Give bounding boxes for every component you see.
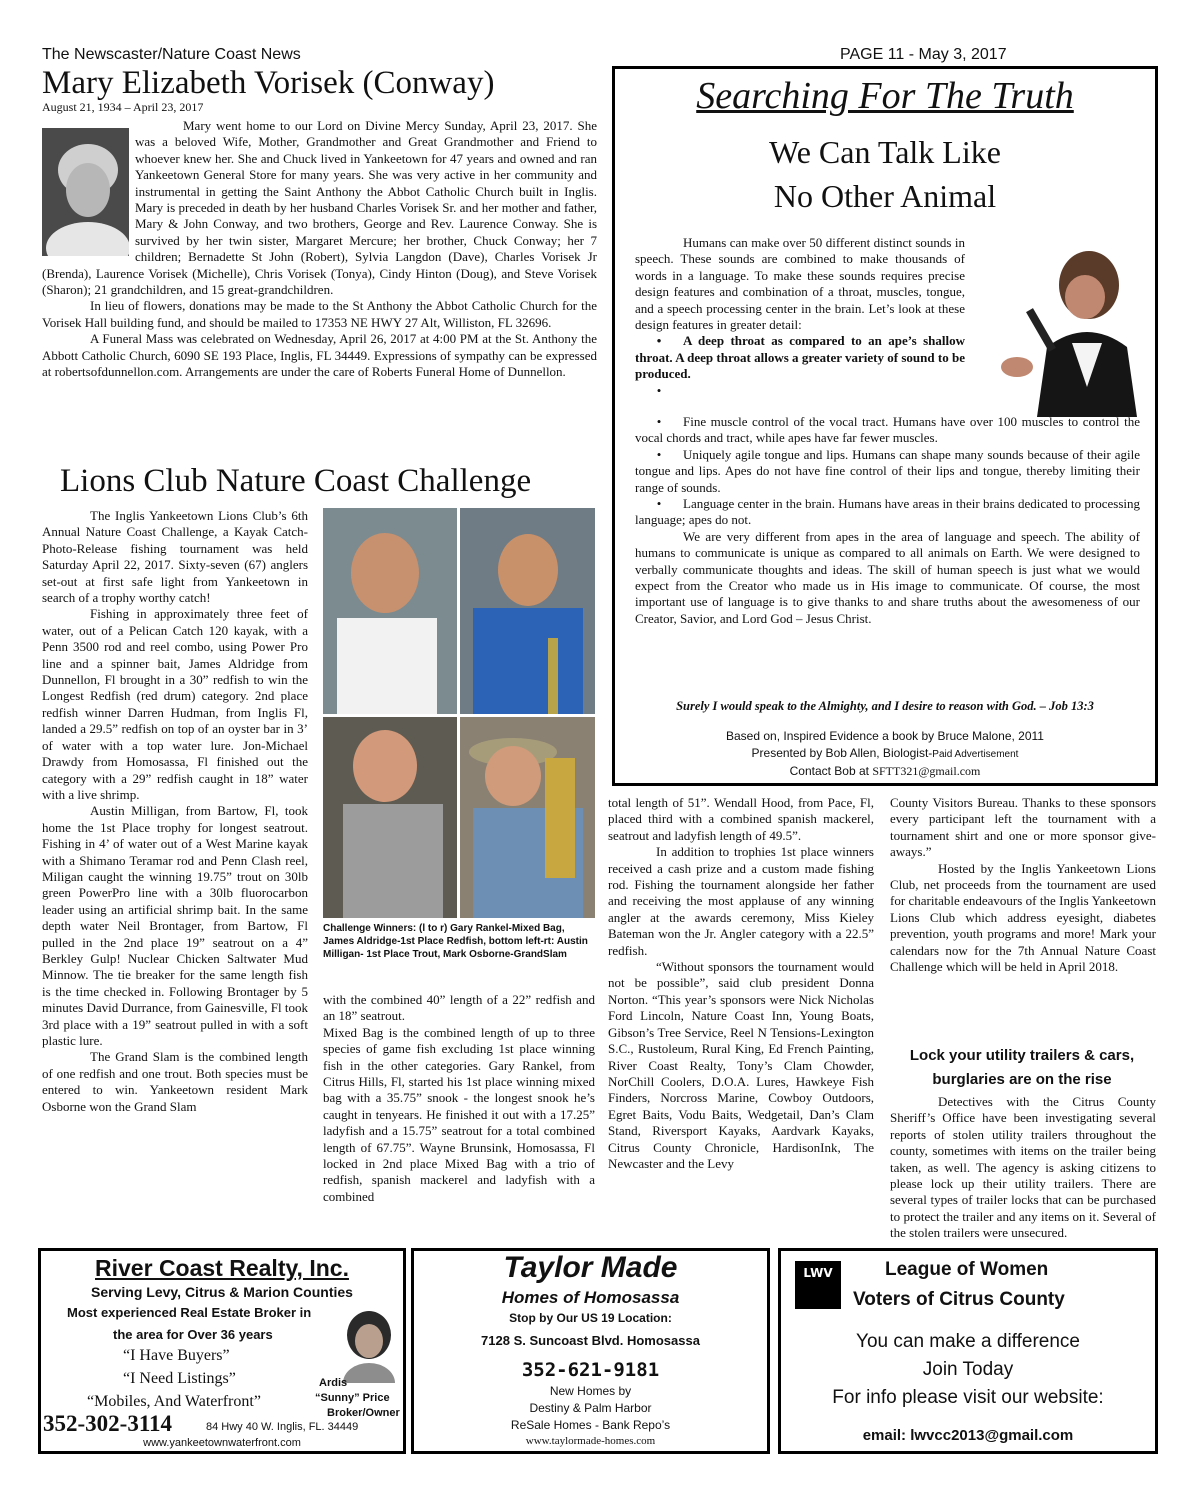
- river-coast-line-3: “Mobiles, And Waterfront”: [87, 1393, 261, 1410]
- truth-body-top: [635, 235, 965, 399]
- truth-verse: Surely I would speak to the Almighty, and I desire to reason with God. – Job 13:3: [676, 699, 1094, 713]
- lwv-logo: [795, 1261, 841, 1309]
- taylor-made-address: 7128 S. Suncoast Blvd. Homosassa: [481, 1333, 700, 1348]
- truth-subtitle-1: We Can Talk Like: [769, 134, 1001, 170]
- broker-title: Broker/Owner: [327, 1407, 400, 1419]
- league-name-1: League of Women: [885, 1259, 1049, 1280]
- truth-contact-label: Contact Bob at: [789, 764, 873, 778]
- truth-paid-ad: Paid Advertisement: [932, 749, 1019, 760]
- lions-column-1: [42, 508, 308, 1115]
- lions-c1-p1: The Inglis Yankeetown Lions Club’s 6th Annual Nature Coast Challenge, a Kayak Catch-Photo-Release fishing tournament was held Saturday April 22, 2017. Sixty-seven (67) anglers set-out at first safe light from Yankeetown in search of a trophy worthy catch!: [42, 508, 308, 606]
- broker-photo: [339, 1307, 397, 1383]
- taylor-made-website[interactable]: www.taylormade-homes.com: [525, 1435, 656, 1447]
- obituary-body: [42, 118, 597, 381]
- taylor-made-line-3: ReSale Homes - Bank Repo’s: [510, 1418, 671, 1432]
- truth-bullet-2-text: Fine muscle control of the vocal tract. Humans have over 100 muscles to control the vocal chords and tract, while apes have far fewer muscles.: [635, 414, 1140, 446]
- league-name-2: Voters of Citrus County: [853, 1289, 1065, 1310]
- portrait-image: [42, 128, 129, 256]
- broker-name-2: “Sunny” Price: [315, 1392, 390, 1404]
- river-coast-phone: 352-302-3114: [43, 1411, 173, 1436]
- river-coast-line-1: “I Have Buyers”: [123, 1347, 230, 1364]
- truth-based-on: Based on, Inspired Evidence a book by Bruce Malone, 2011: [726, 729, 1044, 743]
- truth-title: Searching For The Truth: [696, 75, 1074, 117]
- obituary-paragraph-1: Mary went home to our Lord on Divine Mercy Sunday, April 23, 2017. She was a beloved Wife, Mother, Grandmother and Great Grandmother and Friend to whoever knew her. She and Chuck lived in Yankeetown for 47 years and owned and ran Yankeetown General Store for many years. She was very active in her community and instrumental in getting the Saint Anthony the Abbot Catholic Church built in Inglis. Mary is preceded in death by her husband Charles Vorisek Sr. and her mother and father, Mary & John Conway, and two brothers, George and Rev. Laurence Conway. She is survived by her twin sister, Margaret Mercure; her brother, Chuck Conway; her 7 children; Bernadette St John (Robert), Sylvia Langdon (Dave), Charles Vorisek Jr (Brenda), Laurence Vorisek (Michelle), Chris Vorisek (Tonya), Cindy Hinton (Doug), and Steve Vorisek (Sharon); 21 grandchildren, and 15 great-grandchildren.: [42, 118, 597, 298]
- river-coast-ad: [38, 1248, 406, 1454]
- broker-name-1: Ardis: [319, 1377, 348, 1389]
- lwv-logo-text: LWV: [803, 1266, 833, 1280]
- league-ad: [778, 1248, 1158, 1454]
- lions-c4-p1: County Visitors Bureau. Thanks to these sponsors every participant left the tournament with a tournament shirt and one or more sponsor give-aways.”: [890, 795, 1156, 860]
- river-coast-exp-2: the area for Over 36 years: [113, 1327, 273, 1342]
- truth-bullet-3: • Uniquely agile tongue and lips. Humans can shape many sounds because of their agile tongue and lips. Apes do not have fine control of their lips and tongue, thereby limiting their range of sounds.: [635, 446, 1140, 495]
- truth-bullet-1: • A deep throat as compared to an ape’s shallow throat. A deep throat allows a greater variety of sound to be produced.: [635, 333, 965, 382]
- truth-bullet-2: • Fine muscle control of the vocal tract. Humans have over 100 muscles to control the vocal chords and tract, while apes have far fewer muscles.: [635, 414, 1140, 446]
- truth-presented-by: [615, 746, 1155, 760]
- river-coast-name: River Coast Realty, Inc.: [95, 1255, 349, 1281]
- league-line-3: For info please visit our website:: [832, 1387, 1104, 1408]
- truth-contact-email[interactable]: SFTT321@gmail.com: [872, 764, 981, 778]
- truth-presented-text: Presented by Bob Allen, Biologist-: [751, 746, 933, 760]
- utility-paragraph: Detectives with the Citrus County Sheriff’s Office have been investigating several reports of stolen utility trailers throughout the county, sometimes with items on the trailer being taken, as well. The agency is asking citizens to please lock up their utility trailers. There are several types of trailer locks that can be purchased to protect the trailer and any items on it. Several of the stolen trailers were unsecured.: [890, 1094, 1156, 1241]
- obituary-title: Mary Elizabeth Vorisek (Conway): [42, 65, 495, 101]
- truth-bullet-4-text: Language center in the brain. Humans have areas in their brains dedicated to processing language; apes do not.: [635, 496, 1140, 528]
- winners-photo-grid: [323, 508, 595, 918]
- taylor-made-name: Taylor Made: [503, 1251, 678, 1284]
- taylor-made-sub: Homes of Homosassa: [501, 1288, 680, 1307]
- obituary-photo: [42, 128, 129, 256]
- taylor-made-ad: [411, 1248, 770, 1454]
- lions-c4-p2: Hosted by the Inglis Yankeetown Lions Club, net proceeds from the tournament are used for charitable endeavours of the Inglis Yankeetown Lions Club which address eyesight, diabetes prevention, youth programs and more! Mark your calendars now for the 7th Annual Nature Coast Challenge which will be held in April 2018.: [890, 860, 1156, 975]
- truth-subtitle-2: No Other Animal: [773, 178, 997, 214]
- lions-column-2: [323, 992, 595, 1205]
- lions-title: Lions Club Nature Coast Challenge: [60, 463, 532, 499]
- league-email[interactable]: email: lwvcc2013@gmail.com: [862, 1427, 1074, 1444]
- lions-c2-p1: with the combined 40” length of a 22” redfish and an 18” seatrout.: [323, 992, 595, 1024]
- lions-c1-p4: The Grand Slam is the combined length of one redfish and one trout. Both species must be entered to win. Yankeetown resident Mark Osborne won the Grand Slam: [42, 1049, 308, 1114]
- taylor-made-phone: 352-621-9181: [521, 1359, 660, 1381]
- utility-body: [890, 1094, 1156, 1242]
- truth-contact: [615, 764, 1155, 779]
- truth-paragraph-1: Humans can make over 50 different distinct sounds in speech. These sounds are combined to make thousands of words in a language. To make these sounds requires precise design features and combination of a throat, muscles, tongue, and a speech processing center in the brain. Let’s look at these design features in greater detail:: [635, 235, 965, 333]
- lwv-logo-icon: [795, 1261, 841, 1309]
- winners-photo: [323, 508, 595, 918]
- lions-c3-p1: total length of 51”. Wendall Hood, from Pace, Fl, placed third with a combined spanish mackerel, seatrout and ladyfish length of 49.5”.: [608, 795, 874, 843]
- river-coast-website[interactable]: www.yankeetownwaterfront.com: [143, 1437, 301, 1449]
- truth-paragraph-2: We are very different from apes in the area of language and speech. The ability of humans to communicate is unique as compared to all animals on Earth. We were designed to verbally communicate thoughts and ideas. The skill of human speech is just what we would expect from the Creator who made us in His image to communicate. Of course, the most important use of language is to give thanks to and share truths about the awesomeness of our Creator, Savior, and Lord God – Jesus Christ.: [635, 528, 1140, 626]
- river-coast-exp-1: Most experienced Real Estate Broker in: [67, 1305, 312, 1320]
- utility-title-line-1: Lock your utility trailers & cars,: [909, 1047, 1135, 1064]
- utility-title-line-2: burglaries are on the rise: [932, 1071, 1112, 1088]
- league-line-1: You can make a difference: [856, 1331, 1080, 1352]
- lions-column-3: [608, 795, 874, 1172]
- broker-portrait: [339, 1307, 397, 1383]
- lions-c2-p2: Mixed Bag is the combined length of up to three species of game fish excluding 1st place winning fish in the other categories. Gary Rankel, from Citrus Hills, Fl, started his 1st place winning mixed bag with a 35.75” snook - the longest snook he’s caught in tenyears. He finished it out with a 17.25” ladyfish and a 15.75” seatrout for a total combined length of 67.75”. Wayne Brunsink, Homosassa, Fl locked in 2nd place Mixed Bag with a trio of redfish, spanish mackerel and ladyfish with a combined: [323, 1024, 595, 1204]
- river-coast-line-2: “I Need Listings”: [123, 1370, 236, 1387]
- obituary-paragraph-3: A Funeral Mass was celebrated on Wednesday, April 26, 2017 at 4:00 PM at the St. Anthony the Abbott Catholic Church, 6090 SE 193 Place, Inglis, FL 34449. Expressions of sympathy can be expressed at robertsofdunnellon.com. Arrangements are under the care of Roberts Funeral Home of Dunnellon.: [42, 331, 597, 380]
- singer-image: [977, 247, 1147, 417]
- obituary-paragraph-2: In lieu of flowers, donations may be made to the St Anthony the Abbot Catholic Church for the Vorisek Hall building fund, and should be mailed to 17353 NE HWY 27 Alt, Williston, FL 32696.: [42, 298, 597, 330]
- taylor-made-line-1: New Homes by: [549, 1384, 632, 1398]
- winners-caption: Challenge Winners: (l to r) Gary Rankel-Mixed Bag, James Aldridge-1st Place Redfish, bottom left-rt: Austin Milligan- 1st Place Trout, Mark Osborne-GrandSlam: [323, 923, 588, 960]
- truth-box: [612, 66, 1158, 786]
- newspaper-name: The Newscaster/Nature Coast News: [42, 46, 301, 63]
- lions-c1-p3: Austin Milligan, from Bartow, Fl, took home the 1st Place trophy for longest seatrout. Fishing in 4’ of water out of a West Marine kayak with a Shimano Teramar rod and Penn Clash reel, Miligan caught the winning 19.75” trout on 30lb green PowerPro line with a 30lb fluorocarbon leader using an artificial shrimp bait. In the same depth water Neil Brontager, from Bartow, Fl pulled in the 2nd place 19” seatrout on a 4” Berkley Gulp! Nuclear Chicken Saltwater Mud Minnow. The tie breaker for the same length fish is the time checked in. Following Brontager by 5 minutes David Durrance, from Gainesville, Fl took 3rd place with a 19” seatrout pulled in with a soft plastic lure.: [42, 803, 308, 1048]
- page-number-date: PAGE 11 - May 3, 2017: [840, 46, 1007, 63]
- truth-bullet-1-text: A deep throat as compared to an ape’s shallow throat. A deep throat allows a greater variety of sound to be produced.: [635, 333, 965, 382]
- truth-bullet-2-start: •: [656, 382, 662, 398]
- lions-c1-p2: Fishing in approximately three feet of water, out of a Pelican Catch 120 kayak, with a Penn 3500 rod and reel combo, using Power Pro line and a spinner bait, James Aldridge from Dunnellon, Fl brought in a 30” redfish to win the Longest Redfish (red drum) category. 2nd place redfish winner Darren Hudman, from Inglis Fl, landed a 29.5” redfish on top of an oyster bar in 3’ of water with a top water lure. Jon-Michael Drawdy from Homosassa, Fl finished out the category with a 29” redfish caught in 18” water with a live shrimp.: [42, 606, 308, 802]
- taylor-made-stop: Stop by Our US 19 Location:: [509, 1311, 672, 1325]
- lions-column-4: [890, 795, 1156, 975]
- obituary-dates: August 21, 1934 – April 23, 2017: [42, 100, 204, 114]
- lions-c3-p3: “Without sponsors the tournament would not be possible”, said club president Donna Norton. “This year’s sponsors were Nick Nicholas Ford Lincoln, Nature Coast Inn, Young Boats, Gibson’s Tree Service, Reel N Tensions-Lexington S.C., Rustoleum, Rural King, Ed French Painting, River Coast Realty, Tony’s Clam Chowder, NorChill Coolers, D.O.A. Lures, Hawkeye Fish Finders, Norcross Marine, Cowboy Outdoors, Egret Baits, Vodu Baits, Wedgetail, Dan’s Clam Stand, Riversport Kayaks, Aardvark Kayaks, Citrus County Chronicle, HardisonInk, The Newcaster and the Levy: [608, 959, 874, 1171]
- river-coast-serving: Serving Levy, Citrus & Marion Counties: [91, 1284, 353, 1300]
- truth-body-bottom: [635, 414, 1140, 627]
- lions-c3-p2: In addition to trophies 1st place winners received a cash prize and a custom made fishing rod. Fishing the tournament alongside her father and receiving the most applause of any winning angler at the awards ceremony, Miss Kieley Bateman won the Jr. Angler category with a 22.5” redfish.: [608, 844, 874, 958]
- league-line-2: Join Today: [922, 1359, 1014, 1380]
- taylor-made-line-2: Destiny & Palm Harbor: [529, 1401, 652, 1415]
- truth-bullet-3-text: Uniquely agile tongue and lips. Humans can shape many sounds because of their agile tongue and lips. Apes do not have fine control of their lips and tongue, thereby limiting their range of sounds.: [635, 446, 1140, 495]
- truth-bullet-4: • Language center in the brain. Humans have areas in their brains dedicated to processing language; apes do not.: [635, 496, 1140, 528]
- river-coast-address: 84 Hwy 40 W. Inglis, FL. 34449: [206, 1421, 359, 1433]
- singer-illustration: [977, 247, 1147, 417]
